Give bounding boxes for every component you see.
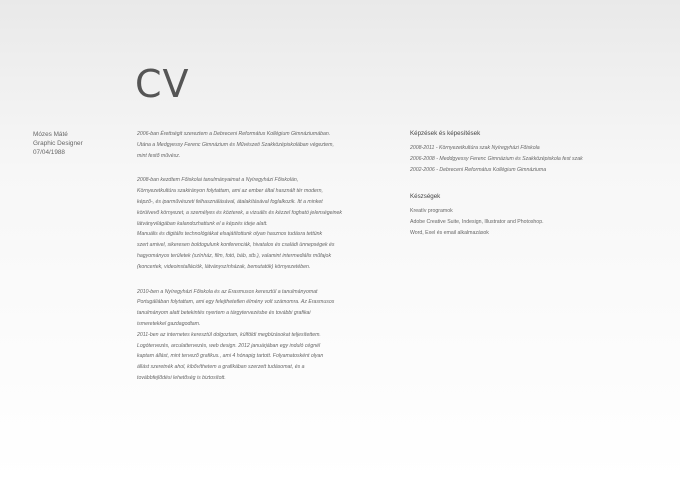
bio-line: körülvevő környezet, a személyes és közterek, a vizuális és kézzel fogható jelenségeinek [137,209,343,216]
bio-line: kaptam állást, mint tervező grafikus., ami 4 hónapig tartott. Folyamatosként olyan [137,353,324,360]
bio-line: ismeretekkel gazdagodtam. [137,320,201,327]
bio-line: 2010-ben a Nyíregyházi Főiskola és az Erasmusos keresztül a tanulmányomat [137,288,318,295]
education-section [410,130,660,176]
bio-line: állást szeretnék ahol, kibővíthetem a grafikában szerzett tudásomat, és a [137,364,305,371]
person-name: Mózes Máté [33,131,68,138]
education-heading: Képzések és képesítések [410,130,481,137]
bio-line: 2011-ben az internetes keresztül dolgoztam, külföldi megbízásokat teljesítettem. [137,331,321,338]
bio-line: Manuális és digitális technológiákat elsajátítottunk olyan hasznos tudásra tettünk [137,231,323,238]
biography [137,129,392,384]
bio-line: Utána a Medgyessy Ferenc Gimnázium és Művészeti Szakközépiskolában végeztem, [137,141,334,148]
skill-item: Word, Exel és email alkalmazások [410,230,489,236]
bio-line: szert amivel, sikeresen boldogulunk konferenciák, hivatalos és családi ünnepségek és [137,242,335,249]
bio-paragraph-1 [137,129,392,161]
personal-info [33,130,83,157]
bio-paragraph-3 [137,287,392,384]
bio-line: Környezetkultúra szakirányon folytattam, ami az ember által használt tér modern, [137,188,323,195]
education-item: 2002-2006 - Debreceni Református Kollégium Gimnáziuma [410,167,547,173]
bio-line: hagyományos területek (színház, film, fotó, báb, stb.), valamint intermediális műfajok [137,252,332,259]
page-title: CV [135,62,190,106]
education-item: 2008-2011 - Környezetkultúra szak Nyíregyházi Főiskola [410,145,540,151]
bio-paragraph-2 [137,175,392,272]
bio-line: képző-, és iparművészeti felhasználásával, átalakításával foglalkozik. Itt a minket [137,198,323,205]
skills-heading: Készségek [410,193,441,200]
bio-line: mint festő művész. [137,152,181,159]
bio-line: 2006-ban Érettségit szereztem a Debreceni Református Kollégium Gimnáziumában. [137,131,331,137]
education-item: 2006-2008 - Meddgyessy Ferenc Gimnázium és Szakközépiskola fest szak [410,156,583,162]
bio-line: tanulmányom alatt betekintés nyertem a tárgytervezésbe és további grafikai [137,310,311,317]
bio-line: Logótervezés, arculattervezés, web design. 2012 januárjában egy induló cégnél [137,342,321,349]
person-role: Graphic Designer [33,140,83,147]
person-dob: 07/04/1988 [33,149,65,156]
bio-line: Portugáliában folytattam, ami egy felejthetetlen élmény volt számomra. Az Erasmusos [137,299,335,306]
bio-line: továbbfejlődési lehetőség is biztosított. [137,374,226,381]
bio-line: 2008-ban kezdtem Főiskolai tanulmányaimat a Nyíregyházi Főiskolán, [137,177,299,184]
skill-item: Kreatív programok [410,208,453,214]
bio-line: látványvilágában kalandozhattunk el a képzés ideje alatt. [137,220,268,227]
bio-line: (koncertek, videoinstallációk, látványszínházak, bemutatók) környezetében. [137,263,311,270]
skills-section [410,193,660,239]
qualifications-column [410,130,660,239]
skill-item: Adobe Creative Suite, Indesign, Illustrator and Photoshop. [410,219,544,225]
